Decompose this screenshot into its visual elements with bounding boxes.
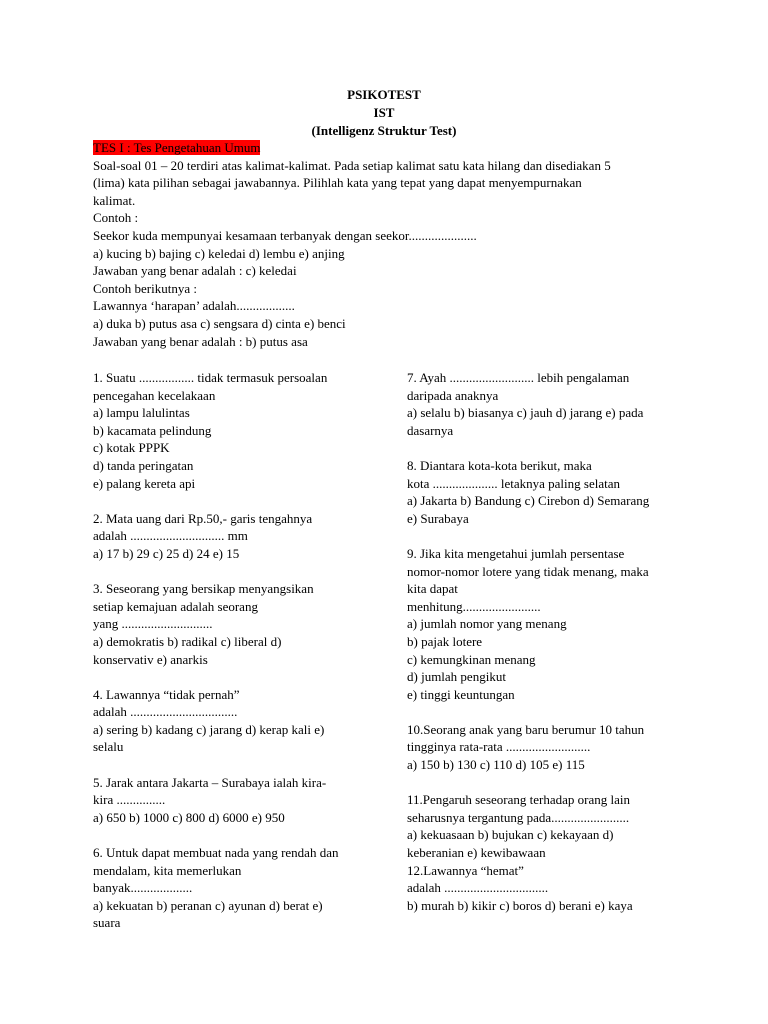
question-line: mendalam, kita memerlukan <box>93 862 242 878</box>
question-line: seharusnya tergantung pada........................ <box>407 809 630 825</box>
question-line: kota .................... letaknya paling selatan <box>407 475 621 491</box>
question-line: 8. Diantara kota-kota berikut, maka <box>407 457 592 473</box>
question-line: suara <box>93 915 121 931</box>
questions-left-column <box>93 369 378 950</box>
question-line: a) selalu b) biasanya c) jauh d) jarang e) pada <box>407 405 644 421</box>
intro-line: Contoh berikutnya : <box>93 280 197 296</box>
question-line: c) kemungkinan menang <box>407 651 536 667</box>
intro-text <box>93 157 683 351</box>
question-block <box>93 844 378 932</box>
section-label: TES I : Tes Pengetahuan Umum <box>93 140 261 155</box>
intro-line: Jawaban yang benar adalah : b) putus asa <box>93 333 308 349</box>
question-block <box>407 721 687 774</box>
doc-subtitle-full: (Intelligenz Struktur Test) <box>311 123 457 138</box>
intro-line: Lawannya ‘harapan’ adalah.................. <box>93 298 295 314</box>
question-line: selalu <box>93 739 124 755</box>
question-line: a) sering b) kadang c) jarang d) kerap kali e) <box>93 721 325 737</box>
intro-line: (lima) kata pilihan sebagai jawabannya. Pilihlah kata yang tepat yang dapat menyempurnakan <box>93 175 582 191</box>
question-line: setiap kemajuan adalah seorang <box>93 598 258 614</box>
question-line: kita dapat <box>407 581 458 597</box>
question-line: adalah ................................. <box>93 704 238 720</box>
question-line: a) kekuatan b) peranan c) ayunan d) berat e) <box>93 897 323 913</box>
question-line: konservativ e) anarkis <box>93 651 208 667</box>
intro-line: Contoh : <box>93 210 139 226</box>
question-line: 11.Pengaruh seseorang terhadap orang lain <box>407 792 630 808</box>
question-line: 9. Jika kita mengetahui jumlah persentase <box>407 545 625 561</box>
question-block <box>407 457 687 527</box>
question-line: b) murah b) kikir c) boros d) berani e) kaya <box>407 897 633 913</box>
question-line: menhitung........................ <box>407 598 541 614</box>
question-line: yang ............................ <box>93 616 213 632</box>
question-line: nomor-nomor lotere yang tidak menang, maka <box>407 563 649 579</box>
question-block <box>93 510 378 563</box>
question-line: 10.Seorang anak yang baru berumur 10 tahun <box>407 721 645 737</box>
question-line: tingginya rata-rata .......................... <box>407 739 591 755</box>
question-line: dasarnya <box>407 422 454 438</box>
intro-section <box>93 139 683 350</box>
question-line: adalah ................................ <box>407 880 549 896</box>
question-block <box>93 686 378 756</box>
question-line: a) kekuasaan b) bujukan c) kekayaan d) <box>407 827 614 843</box>
question-line: a) 150 b) 130 c) 110 d) 105 e) 115 <box>407 757 585 773</box>
question-block <box>93 774 378 827</box>
question-line: banyak................... <box>93 880 193 896</box>
question-line: b) pajak lotere <box>407 633 483 649</box>
question-line: a) Jakarta b) Bandung c) Cirebon d) Semarang <box>407 493 650 509</box>
question-line: d) jumlah pengikut <box>407 669 506 685</box>
doc-subtitle: IST <box>373 105 395 120</box>
question-line: 1. Suatu ................. tidak termasuk persoalan <box>93 370 328 385</box>
question-block <box>93 580 378 668</box>
questions-right-column <box>407 369 687 932</box>
question-line: 12.Lawannya “hemat” <box>407 862 524 878</box>
question-block <box>407 791 687 861</box>
question-block <box>407 862 687 915</box>
question-line: 5. Jarak antara Jakarta – Surabaya ialah kira- <box>93 774 327 790</box>
intro-line: Seekor kuda mempunyai kesamaan terbanyak dengan seekor..................... <box>93 227 477 243</box>
question-line: 2. Mata uang dari Rp.50,- garis tengahnya <box>93 510 313 526</box>
doc-title: PSIKOTEST <box>347 87 421 102</box>
question-line: e) palang kereta api <box>93 475 196 491</box>
question-line: a) 650 b) 1000 c) 800 d) 6000 e) 950 <box>93 809 285 825</box>
question-line: a) demokratis b) radikal c) liberal d) <box>93 633 282 649</box>
question-line: e) tinggi keuntungan <box>407 686 515 702</box>
question-line: daripada anaknya <box>407 387 499 403</box>
intro-line: a) duka b) putus asa c) sengsara d) cinta e) benci <box>93 315 346 331</box>
question-line: e) Surabaya <box>407 510 469 526</box>
intro-line: kalimat. <box>93 192 136 208</box>
intro-line: Soal-soal 01 – 20 terdiri atas kalimat-kalimat. Pada setiap kalimat satu kata hilang dan disediakan 5 <box>93 157 611 173</box>
intro-line: Jawaban yang benar adalah : c) keledai <box>93 263 297 279</box>
question-line: 7. Ayah .......................... lebih pengalaman <box>407 370 630 385</box>
question-line: b) kacamata pelindung <box>93 422 212 438</box>
question-line: a) 17 b) 29 c) 25 d) 24 e) 15 <box>93 545 240 561</box>
question-line: kira ............... <box>93 792 166 808</box>
question-line: keberanian e) kewibawaan <box>407 845 546 861</box>
question-line: pencegahan kecelakaan <box>93 387 216 403</box>
question-block <box>93 369 378 492</box>
question-line: a) lampu lalulintas <box>93 405 190 421</box>
question-block <box>407 369 687 439</box>
intro-line: a) kucing b) bajing c) keledai d) lembu e) anjing <box>93 245 345 261</box>
question-line: 3. Seseorang yang bersikap menyangsikan <box>93 581 314 597</box>
question-line: adalah ............................. mm <box>93 528 248 544</box>
question-line: 6. Untuk dapat membuat nada yang rendah dan <box>93 845 339 861</box>
question-line: d) tanda peringatan <box>93 457 194 473</box>
question-line: a) jumlah nomor yang menang <box>407 616 567 632</box>
question-line: c) kotak PPPK <box>93 440 170 456</box>
question-line: 4. Lawannya “tidak pernah” <box>93 686 240 702</box>
question-block <box>407 545 687 703</box>
